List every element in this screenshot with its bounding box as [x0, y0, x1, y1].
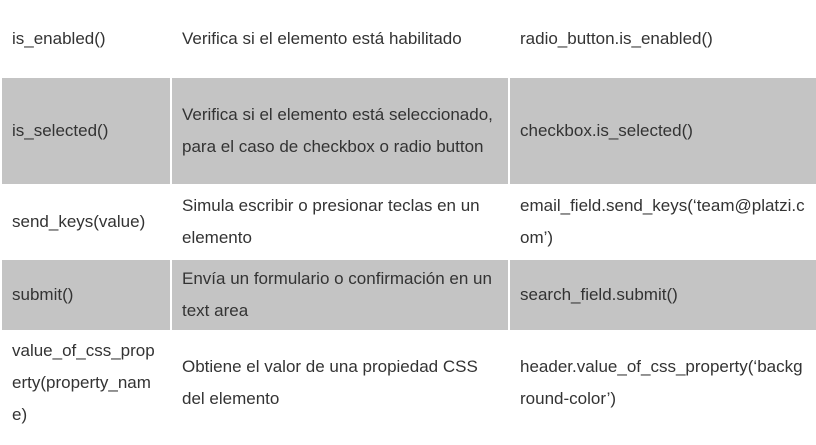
table-row	[1, 331, 816, 435]
example-cell: search_field.submit()	[509, 259, 816, 331]
description-cell: Verifica si el elemento está habilitado	[171, 1, 509, 77]
description-cell: Simula escribir o presionar teclas en un elemento	[171, 185, 509, 259]
example-cell: header.value_of_css_property(‘background-color’)	[509, 331, 816, 435]
example-cell: email_field.send_keys(‘team@platzi.com’)	[509, 185, 816, 259]
description-cell: Verifica si el elemento está seleccionado, para el caso de checkbox o radio button	[171, 77, 509, 185]
table-row	[1, 259, 816, 331]
method-cell: value_of_css_property(property_name)	[1, 331, 171, 435]
method-cell: send_keys(value)	[1, 185, 171, 259]
description-cell: Obtiene el valor de una propiedad CSS del elemento	[171, 331, 509, 435]
method-cell: is_selected()	[1, 77, 171, 185]
example-cell: checkbox.is_selected()	[509, 77, 816, 185]
method-cell: is_enabled()	[1, 1, 171, 77]
example-cell: radio_button.is_enabled()	[509, 1, 816, 77]
table-row	[1, 1, 816, 77]
method-cell: submit()	[1, 259, 171, 331]
table-row	[1, 77, 816, 185]
description-cell: Envía un formulario o confirmación en un text area	[171, 259, 509, 331]
table-row	[1, 185, 816, 259]
